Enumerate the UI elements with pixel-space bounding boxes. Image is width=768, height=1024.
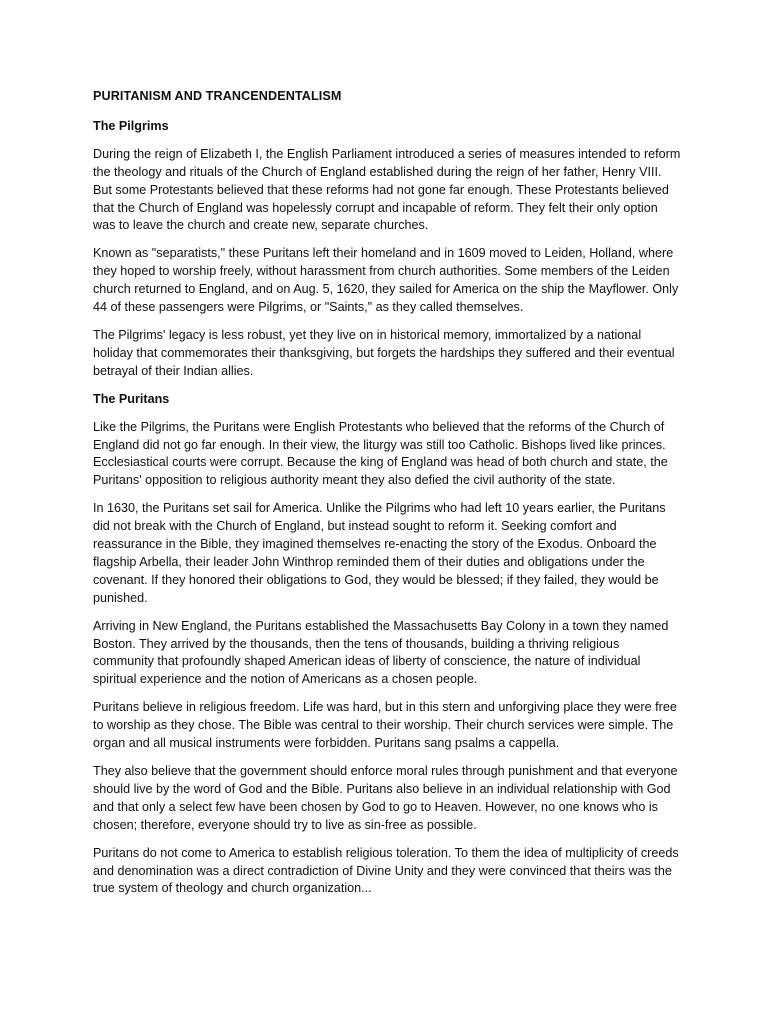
paragraph: Like the Pilgrims, the Puritans were English Protestants who believed that the reforms of the Church of England did not go far enough. In their view, the liturgy was still too Catholic. Bishops lived like princes. Ecclesiastical courts were corrupt. Because the king of England was head of both church and state, the Puritans' opposition to religious authority meant they also defied the civil authority of the state. <box>93 419 668 488</box>
paragraph: Known as "separatists," these Puritans left their homeland and in 1609 moved to Leiden, Holland, where they hoped to worship freely, without harassment from church authorities. Some members of the Leiden church returned to England, and on Aug. 5, 1620, they sailed for America on the ship the Mayflower. Only 44 of these passengers were Pilgrims, or "Saints," as they called themselves. <box>93 246 679 315</box>
paragraph: During the reign of Elizabeth I, the English Parliament introduced a series of measures intended to reform the theology and rituals of the Church of England established during the reign of her father, Henry VIII. But some Protestants believed that these reforms had not gone far enough. These Protestants believed that the Church of England was hopelessly corrupt and incapable of reform. They felt their only option was to leave the church and create new, separate churches. <box>93 146 681 233</box>
section-puritans <box>93 391 681 899</box>
paragraph: They also believe that the government should enforce moral rules through punishment and that everyone should live by the word of God and the Bible. Puritans also believe in an individual relationship with God and that only a select few have been chosen by God to go to Heaven. However, no one knows who is chosen; therefore, everyone should try to live as sin-free as possible. <box>93 764 678 832</box>
paragraph: Puritans do not come to America to establish religious toleration. To them the idea of multiplicity of creeds and denomination was a direct contradiction of Divine Unity and they were convinced that theirs was the true system of theology and church organization... <box>93 845 679 896</box>
document-page <box>93 88 681 908</box>
paragraph: The Pilgrims' legacy is less robust, yet they live on in historical memory, immortalized by a national holiday that commemorates their thanksgiving, but forgets the hardships they suffered and their eventual betrayal of their Indian allies. <box>93 327 675 378</box>
paragraph: Arriving in New England, the Puritans established the Massachusetts Bay Colony in a town they named Boston. They arrived by the thousands, then the tens of thousands, building a thriving religious community that profoundly shaped American ideas of liberty of conscience, the nature of individual spiritual experience and the notion of Americans as a chosen people. <box>93 618 669 687</box>
document-title: PURITANISM AND TRANCENDENTALISM <box>93 89 342 103</box>
section-heading-puritans: The Puritans <box>93 391 170 406</box>
section-pilgrims <box>93 118 681 381</box>
section-heading-pilgrims: The Pilgrims <box>93 118 169 133</box>
paragraph: In 1630, the Puritans set sail for America. Unlike the Pilgrims who had left 10 years earlier, the Puritans did not break with the Church of England, but instead sought to reform it. Seeking comfort and reassurance in the Bible, they imagined themselves re-enacting the story of the Exodus. Onboard the flagship Arbella, their leader John Winthrop reminded them of their duties and obligations under the covenant. If they honored their obligations to God, they would be blessed; if they failed, they would be punished. <box>93 501 666 605</box>
paragraph: Puritans believe in religious freedom. Life was hard, but in this stern and unforgiving place they were free to worship as they chose. The Bible was central to their worship. Their church services were simple. The organ and all musical instruments were forbidden. Puritans sang psalms a cappella. <box>93 700 677 751</box>
